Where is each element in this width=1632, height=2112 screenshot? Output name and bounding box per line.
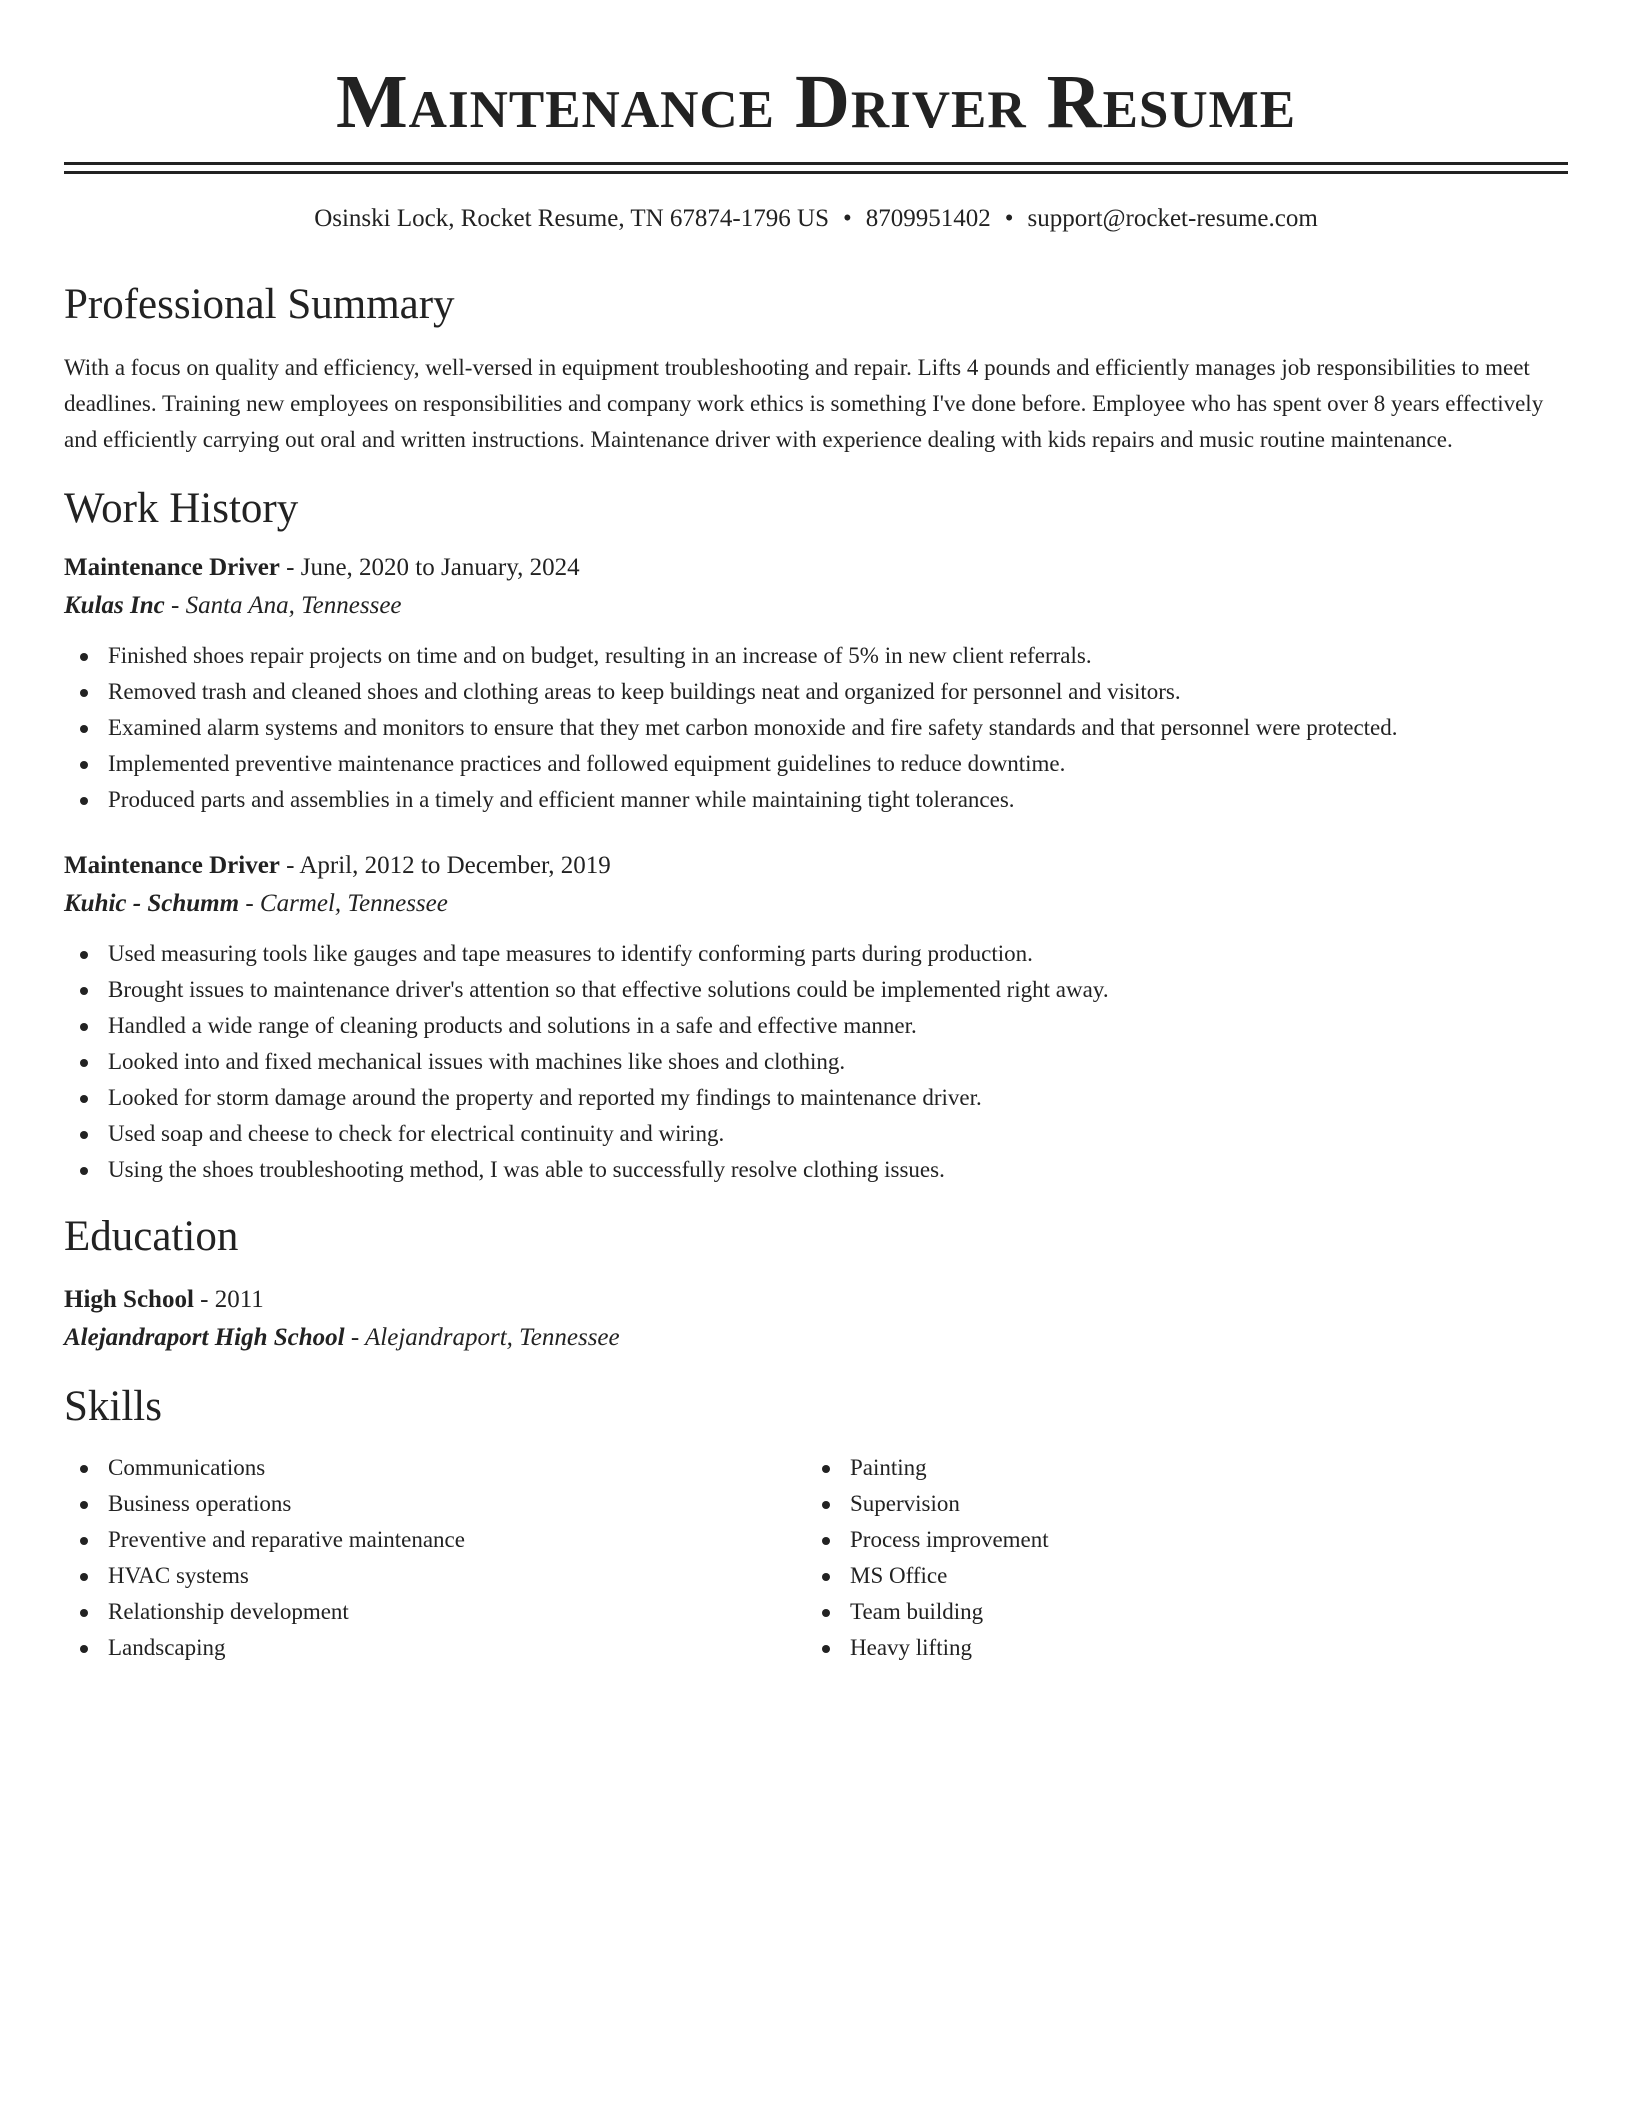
skill-item: Supervision xyxy=(806,1486,1548,1522)
job-entry xyxy=(64,552,1568,818)
education-school: Alejandraport High School xyxy=(64,1324,345,1351)
job-bullet: Brought issues to maintenance driver's attention so that effective solutions could be implemented right away. xyxy=(64,972,1568,1008)
job-title: Maintenance Driver xyxy=(64,852,280,879)
job-location: Santa Ana, Tennessee xyxy=(185,592,402,619)
summary-text: With a focus on quality and efficiency, well-versed in equipment troubleshooting and repair. Lifts 4 pounds and efficiently manages job responsibilities to meet deadlines. Training new employees on responsibilities and company work ethics is something I've done before. Employee who has spent over 8 years effectively and efficiently carrying out oral and written instructions. Maintenance driver with experience dealing with kids repairs and music routine maintenance. xyxy=(64,355,1544,452)
summary-heading: Professional Summary xyxy=(64,281,455,328)
bullet-icon xyxy=(822,1609,830,1617)
skill-item: Preventive and reparative maintenance xyxy=(64,1522,806,1558)
job-bullet: Looked for storm damage around the property and reported my findings to maintenance driver. xyxy=(64,1080,1568,1116)
contact-email: support@rocket-resume.com xyxy=(1027,205,1318,232)
bullet-icon xyxy=(80,951,88,959)
job-title-line: Maintenance Driver - April, 2012 to December, 2019 xyxy=(64,852,611,879)
bullet-icon xyxy=(80,1501,88,1509)
skills-columns xyxy=(64,1450,1568,1666)
skills-list-left xyxy=(64,1450,806,1666)
job-bullet: Looked into and fixed mechanical issues with machines like shoes and clothing. xyxy=(64,1044,1568,1080)
education-location: Alejandraport, Tennessee xyxy=(365,1324,620,1351)
bullet-icon xyxy=(80,1645,88,1653)
bullet-icon xyxy=(80,1573,88,1581)
bullet-icon xyxy=(80,1537,88,1545)
job-bullet: Finished shoes repair projects on time and on budget, resulting in an increase of 5% in new client referrals. xyxy=(64,638,1568,674)
bullet-icon xyxy=(80,725,88,733)
job-bullet: Handled a wide range of cleaning products and solutions in a safe and effective manner. xyxy=(64,1008,1568,1044)
title-double-rule xyxy=(64,162,1568,174)
job-bullet: Produced parts and assemblies in a timely and efficient manner while maintaining tight tolerances. xyxy=(64,782,1568,818)
bullet-icon xyxy=(80,1131,88,1139)
contact-address: Osinski Lock, Rocket Resume, TN 67874-1796 US xyxy=(314,205,829,232)
skill-item: Business operations xyxy=(64,1486,806,1522)
job-bullet: Implemented preventive maintenance practices and followed equipment guidelines to reduce downtime. xyxy=(64,746,1568,782)
bullet-icon xyxy=(80,653,88,661)
job-dates: June, 2020 to January, 2024 xyxy=(300,554,580,581)
bullet-icon xyxy=(822,1501,830,1509)
job-location: Carmel, Tennessee xyxy=(259,890,448,917)
bullet-icon xyxy=(80,1167,88,1175)
contact-line xyxy=(64,204,1568,234)
job-title: Maintenance Driver xyxy=(64,554,280,581)
bullet-icon xyxy=(822,1645,830,1653)
skill-item: Landscaping xyxy=(64,1630,806,1666)
skills-list-right xyxy=(806,1450,1548,1666)
work-history-heading: Work History xyxy=(64,485,299,532)
education-degree: High School xyxy=(64,1286,194,1313)
bullet-icon xyxy=(80,1059,88,1067)
job-company-line: Kuhic - Schumm - Carmel, Tennessee xyxy=(64,890,448,917)
resume-title: Maintenance Driver Resume xyxy=(335,60,1297,144)
bullet-icon xyxy=(822,1465,830,1473)
skills-heading: Skills xyxy=(64,1383,162,1430)
skill-item: HVAC systems xyxy=(64,1558,806,1594)
contact-separator: • xyxy=(1004,205,1014,232)
bullet-icon xyxy=(80,797,88,805)
bullet-icon xyxy=(822,1573,830,1581)
job-entry xyxy=(64,850,1568,1188)
bullet-icon xyxy=(80,1023,88,1031)
job-dates: April, 2012 to December, 2019 xyxy=(299,852,611,879)
bullet-icon xyxy=(80,761,88,769)
job-title-line: Maintenance Driver - June, 2020 to January, 2024 xyxy=(64,554,580,581)
skill-item: Relationship development xyxy=(64,1594,806,1630)
bullet-icon xyxy=(80,1609,88,1617)
education-year: 2011 xyxy=(214,1286,264,1313)
contact-separator: • xyxy=(842,205,852,232)
bullet-icon xyxy=(80,1095,88,1103)
job-company-line: Kulas Inc - Santa Ana, Tennessee xyxy=(64,592,402,619)
job-bullet: Used measuring tools like gauges and tape measures to identify conforming parts during production. xyxy=(64,936,1568,972)
bullet-icon xyxy=(822,1537,830,1545)
bullet-icon xyxy=(80,689,88,697)
skill-item: Communications xyxy=(64,1450,806,1486)
skill-item: Painting xyxy=(806,1450,1548,1486)
bullet-icon xyxy=(80,1465,88,1473)
bullet-icon xyxy=(80,987,88,995)
job-company: Kulas Inc xyxy=(64,592,165,619)
skill-item: Heavy lifting xyxy=(806,1630,1548,1666)
job-bullets xyxy=(64,936,1568,1188)
job-bullet: Examined alarm systems and monitors to ensure that they met carbon monoxide and fire safety standards and that personnel were protected. xyxy=(64,710,1568,746)
education-heading: Education xyxy=(64,1213,239,1260)
education-school-line: Alejandraport High School - Alejandraport, Tennessee xyxy=(64,1324,620,1351)
job-bullet: Using the shoes troubleshooting method, I was able to successfully resolve clothing issues. xyxy=(64,1152,1568,1188)
job-bullet: Removed trash and cleaned shoes and clothing areas to keep buildings neat and organized for personnel and visitors. xyxy=(64,674,1568,710)
job-company: Kuhic - Schumm xyxy=(64,890,240,917)
skill-item: MS Office xyxy=(806,1558,1548,1594)
education-degree-line: High School - 2011 xyxy=(64,1286,264,1313)
skill-item: Team building xyxy=(806,1594,1548,1630)
job-bullet: Used soap and cheese to check for electrical continuity and wiring. xyxy=(64,1116,1568,1152)
skill-item: Process improvement xyxy=(806,1522,1548,1558)
contact-phone: 8709951402 xyxy=(865,205,991,232)
job-bullets xyxy=(64,638,1568,818)
